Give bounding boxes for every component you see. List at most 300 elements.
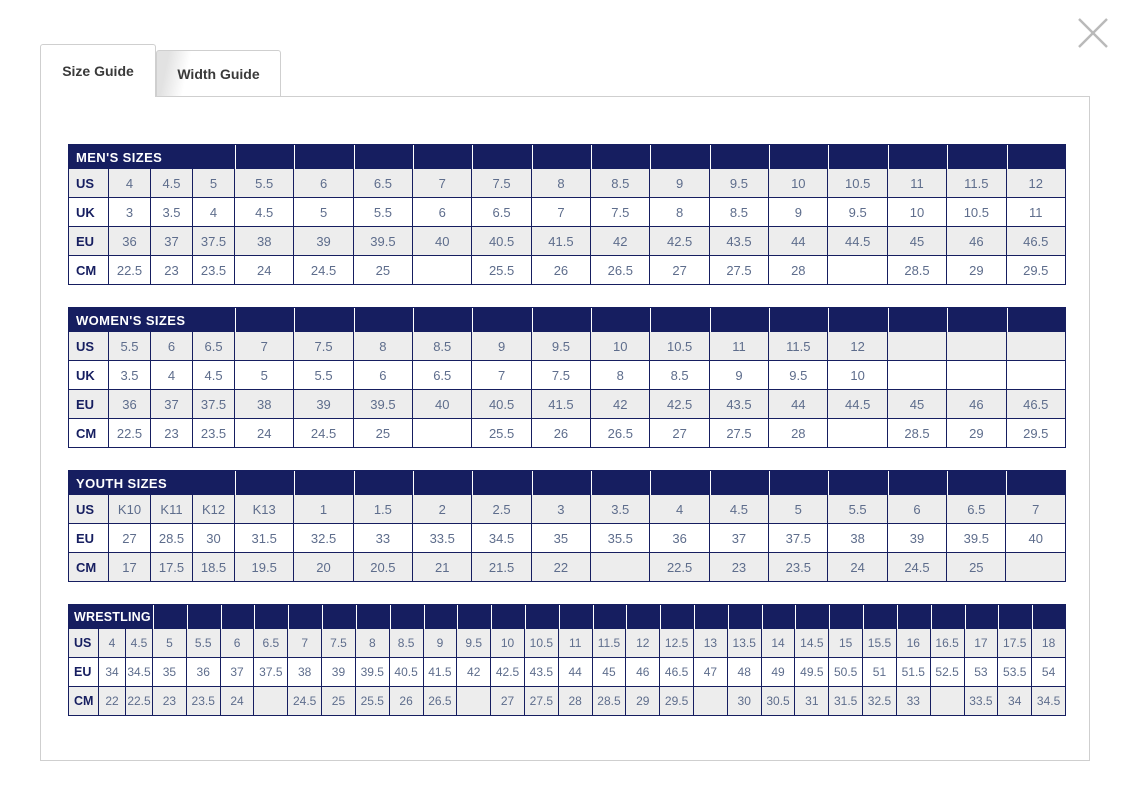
table-row xyxy=(69,361,1066,390)
size-cell: 22.5 xyxy=(126,687,153,716)
size-cell: 26.5 xyxy=(424,687,458,716)
header-cell xyxy=(828,471,887,495)
size-cell: 6.5 xyxy=(254,629,288,658)
size-cell: 39 xyxy=(294,390,353,419)
size-cell: 31 xyxy=(795,687,829,716)
size-cell: 23 xyxy=(151,419,193,448)
header-cell xyxy=(235,471,294,495)
size-cell: 26 xyxy=(532,419,591,448)
size-cell: 17 xyxy=(965,629,999,658)
header-cell xyxy=(650,145,709,169)
size-guide-panel xyxy=(40,96,1090,761)
size-cell: 42.5 xyxy=(650,227,709,256)
header-cell xyxy=(294,308,353,332)
size-cell: 24 xyxy=(828,553,887,582)
size-cell: 46.5 xyxy=(1007,390,1066,419)
table-title: WOMEN'S SIZES xyxy=(69,308,235,332)
size-cell: 12 xyxy=(828,332,887,361)
size-cell: 6 xyxy=(221,629,255,658)
size-cell: 4 xyxy=(99,629,126,658)
header-cell xyxy=(888,308,947,332)
header-cell xyxy=(710,308,769,332)
size-cell: 25 xyxy=(322,687,356,716)
size-cell: 3.5 xyxy=(109,361,151,390)
size-cell: 28.5 xyxy=(151,524,193,553)
size-cell: 25.5 xyxy=(356,687,390,716)
size-cell: 11 xyxy=(888,169,947,198)
size-cell: 7 xyxy=(472,361,531,390)
size-cell xyxy=(888,361,947,390)
size-cell: 12 xyxy=(626,629,660,658)
size-cell: 18.5 xyxy=(193,553,235,582)
size-cell: 37 xyxy=(151,227,193,256)
size-cell xyxy=(413,419,472,448)
table-row xyxy=(69,629,1066,658)
size-cell: 49.5 xyxy=(795,658,829,687)
size-cell: 33.5 xyxy=(965,687,999,716)
size-cell: 51.5 xyxy=(897,658,931,687)
size-cell: 42 xyxy=(457,658,491,687)
header-cell xyxy=(254,605,288,629)
size-cell: 11.5 xyxy=(947,169,1006,198)
size-cell: 29.5 xyxy=(1007,256,1066,285)
size-cell: 43.5 xyxy=(710,227,769,256)
size-cell: 5.5 xyxy=(109,332,151,361)
size-cell: 4.5 xyxy=(126,629,153,658)
size-cell: 4.5 xyxy=(151,169,193,198)
header-cell xyxy=(235,308,294,332)
size-cell: 28.5 xyxy=(593,687,627,716)
size-cell: 45 xyxy=(888,227,947,256)
header-cell xyxy=(626,605,660,629)
header-cell xyxy=(354,471,413,495)
size-cell: 14.5 xyxy=(795,629,829,658)
size-cell: 33 xyxy=(354,524,413,553)
size-cell: 34.5 xyxy=(126,658,153,687)
size-cell: 22 xyxy=(532,553,591,582)
size-cell: 28.5 xyxy=(888,256,947,285)
size-cell: 40 xyxy=(413,227,472,256)
size-cell: 20 xyxy=(294,553,353,582)
size-cell: 17 xyxy=(109,553,151,582)
size-cell: 37.5 xyxy=(769,524,828,553)
size-cell: 2.5 xyxy=(472,495,531,524)
size-cell: 31.5 xyxy=(829,687,863,716)
table-row xyxy=(69,390,1066,419)
header-cell xyxy=(294,145,353,169)
size-cell xyxy=(947,332,1006,361)
size-cell: 37.5 xyxy=(193,227,235,256)
size-cell: 42.5 xyxy=(650,390,709,419)
size-cell: 29.5 xyxy=(1007,419,1066,448)
size-cell: 11 xyxy=(1007,198,1066,227)
size-cell: 12.5 xyxy=(660,629,694,658)
size-cell: 41.5 xyxy=(532,227,591,256)
size-cell: 29 xyxy=(947,419,1006,448)
size-cell: 23 xyxy=(151,256,193,285)
size-cell: 33.5 xyxy=(413,524,472,553)
size-cell: 35.5 xyxy=(591,524,650,553)
size-cell: 28 xyxy=(769,419,828,448)
size-cell: 10.5 xyxy=(947,198,1006,227)
size-cell: 9.5 xyxy=(532,332,591,361)
size-cell: 1 xyxy=(294,495,353,524)
row-label-us: US xyxy=(69,169,109,198)
size-cell: 36 xyxy=(109,227,151,256)
header-cell xyxy=(532,308,591,332)
header-cell xyxy=(235,145,294,169)
size-cell: 9 xyxy=(472,332,531,361)
size-cell: 45 xyxy=(593,658,627,687)
header-cell xyxy=(769,145,828,169)
header-cell xyxy=(660,605,694,629)
size-cell: 7 xyxy=(413,169,472,198)
size-cell: 38 xyxy=(288,658,322,687)
size-cell: 22.5 xyxy=(109,256,151,285)
header-cell xyxy=(532,145,591,169)
header-cell xyxy=(354,145,413,169)
size-cell: 26 xyxy=(390,687,424,716)
size-cell: 53 xyxy=(965,658,999,687)
size-cell xyxy=(254,687,288,716)
size-cell: 24.5 xyxy=(294,419,353,448)
header-cell xyxy=(288,605,322,629)
header-cell xyxy=(795,605,829,629)
size-cell: 22.5 xyxy=(109,419,151,448)
size-cell: 34 xyxy=(998,687,1032,716)
header-cell xyxy=(888,145,947,169)
size-cell: 44 xyxy=(769,227,828,256)
size-cell: 39 xyxy=(322,658,356,687)
size-cell xyxy=(413,256,472,285)
size-cell: 36 xyxy=(187,658,221,687)
size-cell: 5.5 xyxy=(354,198,413,227)
size-cell: 4.5 xyxy=(193,361,235,390)
size-cell: 50.5 xyxy=(829,658,863,687)
row-label-cm: CM xyxy=(69,419,109,448)
header-cell xyxy=(525,605,559,629)
size-cell: 32.5 xyxy=(294,524,353,553)
table-row xyxy=(69,227,1066,256)
header-cell xyxy=(413,308,472,332)
size-cell: 25 xyxy=(947,553,1006,582)
size-cell: 6 xyxy=(413,198,472,227)
table-row xyxy=(69,687,1066,716)
size-cell: 7.5 xyxy=(294,332,353,361)
size-cell: 13.5 xyxy=(728,629,762,658)
size-cell: 7.5 xyxy=(532,361,591,390)
tab-width-guide[interactable] xyxy=(156,50,281,97)
size-cell: 40.5 xyxy=(390,658,424,687)
size-cell: 24 xyxy=(235,256,294,285)
header-cell xyxy=(762,605,796,629)
row-label-eu: EU xyxy=(69,390,109,419)
size-cell: 39.5 xyxy=(947,524,1006,553)
size-cell: 5 xyxy=(193,169,235,198)
row-label-us: US xyxy=(69,629,99,658)
header-cell xyxy=(591,308,650,332)
header-cell xyxy=(710,471,769,495)
size-cell: 27.5 xyxy=(710,419,769,448)
close-button[interactable] xyxy=(1073,13,1113,53)
size-cell: 34.5 xyxy=(1032,687,1066,716)
size-cell: 40.5 xyxy=(472,227,531,256)
table-row xyxy=(69,256,1066,285)
header-cell xyxy=(710,145,769,169)
table-row xyxy=(69,198,1066,227)
size-cell: 23.5 xyxy=(769,553,828,582)
size-cell xyxy=(828,419,887,448)
row-label-cm: CM xyxy=(69,256,109,285)
size-cell: 37.5 xyxy=(254,658,288,687)
size-cell xyxy=(1007,332,1066,361)
size-cell: 3 xyxy=(532,495,591,524)
size-cell: 39.5 xyxy=(354,227,413,256)
tab-size-guide[interactable] xyxy=(40,44,156,97)
size-cell: 16.5 xyxy=(931,629,965,658)
size-cell: 8 xyxy=(650,198,709,227)
size-cell: 6.5 xyxy=(472,198,531,227)
size-cell: 10.5 xyxy=(828,169,887,198)
size-table-youth xyxy=(68,470,1066,582)
size-cell: 38 xyxy=(828,524,887,553)
size-cell: 16 xyxy=(897,629,931,658)
size-cell: 10 xyxy=(491,629,525,658)
size-cell: 28 xyxy=(559,687,593,716)
size-cell: 8 xyxy=(354,332,413,361)
size-cell: 25.5 xyxy=(472,256,531,285)
size-cell: 29.5 xyxy=(660,687,694,716)
size-cell: 46.5 xyxy=(1007,227,1066,256)
header-cell xyxy=(457,605,491,629)
header-cell xyxy=(413,145,472,169)
size-cell: 6 xyxy=(294,169,353,198)
size-cell: 8 xyxy=(532,169,591,198)
size-cell: 10 xyxy=(591,332,650,361)
size-cell: 27.5 xyxy=(710,256,769,285)
size-cell: 21.5 xyxy=(472,553,531,582)
header-cell xyxy=(828,308,887,332)
row-label-cm: CM xyxy=(69,553,109,582)
size-cell: 10.5 xyxy=(650,332,709,361)
header-cell xyxy=(728,605,762,629)
table-row xyxy=(69,553,1066,582)
size-cell: 8.5 xyxy=(710,198,769,227)
size-cell: 9 xyxy=(769,198,828,227)
size-cell: 33 xyxy=(897,687,931,716)
size-cell: 51 xyxy=(863,658,897,687)
size-cell: 2 xyxy=(413,495,472,524)
size-cell: 25 xyxy=(354,256,413,285)
header-cell xyxy=(863,605,897,629)
size-cell: 10 xyxy=(769,169,828,198)
size-cell: 5 xyxy=(294,198,353,227)
size-cell: 21 xyxy=(413,553,472,582)
size-cell: 24 xyxy=(221,687,255,716)
row-label-us: US xyxy=(69,332,109,361)
size-cell: 38 xyxy=(235,227,294,256)
size-cell: 25 xyxy=(354,419,413,448)
size-cell xyxy=(1006,553,1066,582)
size-cell: 28.5 xyxy=(888,419,947,448)
size-cell: 29 xyxy=(947,256,1006,285)
size-cell: 39.5 xyxy=(356,658,390,687)
header-cell xyxy=(591,471,650,495)
size-cell: 40 xyxy=(1006,524,1066,553)
size-cell: 4 xyxy=(151,361,193,390)
size-cell: 41.5 xyxy=(424,658,458,687)
row-label-us: US xyxy=(69,495,109,524)
size-cell: 11 xyxy=(559,629,593,658)
size-cell: 37.5 xyxy=(193,390,235,419)
header-cell xyxy=(650,308,709,332)
size-cell: K12 xyxy=(193,495,235,524)
size-cell: 54 xyxy=(1032,658,1066,687)
size-cell: 9 xyxy=(710,361,769,390)
size-cell: 10 xyxy=(888,198,947,227)
size-cell: 35 xyxy=(153,658,187,687)
size-cell: 40 xyxy=(413,390,472,419)
header-cell xyxy=(472,145,531,169)
size-cell: 38 xyxy=(235,390,294,419)
header-cell xyxy=(931,605,965,629)
size-cell: 25.5 xyxy=(472,419,531,448)
header-cell xyxy=(694,605,728,629)
size-cell: 5 xyxy=(235,361,294,390)
size-cell: 8 xyxy=(356,629,390,658)
table-row xyxy=(69,332,1066,361)
size-cell: 26 xyxy=(532,256,591,285)
size-cell: 44.5 xyxy=(828,390,887,419)
size-cell: 15.5 xyxy=(863,629,897,658)
size-cell: 10.5 xyxy=(525,629,559,658)
row-label-eu: EU xyxy=(69,524,109,553)
size-cell: 27 xyxy=(650,419,709,448)
header-cell xyxy=(769,308,828,332)
size-cell: 6 xyxy=(354,361,413,390)
size-cell: 46 xyxy=(947,390,1006,419)
size-table-womens xyxy=(68,307,1066,448)
header-cell xyxy=(947,145,1006,169)
size-cell: 7 xyxy=(288,629,322,658)
table-row xyxy=(69,495,1066,524)
size-cell xyxy=(591,553,650,582)
size-cell: 53.5 xyxy=(998,658,1032,687)
size-cell: 39.5 xyxy=(354,390,413,419)
size-cell: 6.5 xyxy=(947,495,1006,524)
size-cell: 29 xyxy=(626,687,660,716)
header-cell xyxy=(153,605,187,629)
size-cell: 24.5 xyxy=(294,256,353,285)
size-cell: 41.5 xyxy=(532,390,591,419)
header-cell xyxy=(593,605,627,629)
size-cell: 7 xyxy=(532,198,591,227)
size-cell: 43.5 xyxy=(525,658,559,687)
size-cell: 18 xyxy=(1032,629,1066,658)
size-cell: 27 xyxy=(491,687,525,716)
size-cell: 23.5 xyxy=(193,419,235,448)
size-cell: 28 xyxy=(769,256,828,285)
size-cell: 27 xyxy=(109,524,151,553)
size-cell: 30 xyxy=(728,687,762,716)
size-cell: 4 xyxy=(109,169,151,198)
header-cell xyxy=(591,145,650,169)
size-cell: 40.5 xyxy=(472,390,531,419)
size-cell: 9 xyxy=(424,629,458,658)
size-cell: 26.5 xyxy=(591,256,650,285)
tab-size-guide-label: Size Guide xyxy=(62,63,134,79)
size-cell: 7.5 xyxy=(591,198,650,227)
size-cell: 42.5 xyxy=(491,658,525,687)
close-icon xyxy=(1075,15,1111,51)
size-cell: 35 xyxy=(532,524,591,553)
size-cell: K13 xyxy=(235,495,294,524)
size-cell: 36 xyxy=(650,524,709,553)
header-cell xyxy=(491,605,525,629)
size-cell: 23 xyxy=(153,687,187,716)
size-cell: 4.5 xyxy=(710,495,769,524)
size-table-wrestling xyxy=(68,604,1066,716)
size-cell: 9.5 xyxy=(457,629,491,658)
size-cell: 15 xyxy=(829,629,863,658)
size-cell: 23.5 xyxy=(187,687,221,716)
size-cell: 5.5 xyxy=(828,495,887,524)
header-cell xyxy=(424,605,458,629)
size-cell: 46 xyxy=(626,658,660,687)
header-cell xyxy=(947,308,1006,332)
row-label-uk: UK xyxy=(69,198,109,227)
size-cell: 5.5 xyxy=(187,629,221,658)
size-cell: 17.5 xyxy=(998,629,1032,658)
size-cell: 49 xyxy=(762,658,796,687)
header-cell xyxy=(413,471,472,495)
size-cell: 3.5 xyxy=(591,495,650,524)
size-cell: 4 xyxy=(650,495,709,524)
size-cell: 48 xyxy=(728,658,762,687)
header-cell xyxy=(354,308,413,332)
size-cell: 8.5 xyxy=(650,361,709,390)
size-cell: 26.5 xyxy=(591,419,650,448)
size-cell: 27.5 xyxy=(525,687,559,716)
size-cell: 10 xyxy=(828,361,887,390)
size-cell: 52.5 xyxy=(931,658,965,687)
size-cell: 6.5 xyxy=(354,169,413,198)
size-cell: 46.5 xyxy=(660,658,694,687)
header-cell xyxy=(472,308,531,332)
size-cell: 37 xyxy=(221,658,255,687)
header-cell xyxy=(559,605,593,629)
size-cell: 8.5 xyxy=(591,169,650,198)
table-title: YOUTH SIZES xyxy=(69,471,235,495)
header-cell xyxy=(828,145,887,169)
header-cell xyxy=(356,605,390,629)
size-cell: 7 xyxy=(1006,495,1066,524)
size-cell: 6 xyxy=(888,495,947,524)
size-cell: 23 xyxy=(710,553,769,582)
size-cell: 37 xyxy=(710,524,769,553)
header-cell xyxy=(1007,145,1066,169)
size-cell: 30.5 xyxy=(762,687,796,716)
header-cell xyxy=(322,605,356,629)
size-cell: 47 xyxy=(694,658,728,687)
size-cell: 1.5 xyxy=(354,495,413,524)
size-cell: 3.5 xyxy=(151,198,193,227)
tab-width-guide-label: Width Guide xyxy=(177,66,260,82)
size-cell: 12 xyxy=(1007,169,1066,198)
size-cell: 27 xyxy=(650,256,709,285)
size-cell: 34.5 xyxy=(472,524,531,553)
size-cell: 39 xyxy=(294,227,353,256)
